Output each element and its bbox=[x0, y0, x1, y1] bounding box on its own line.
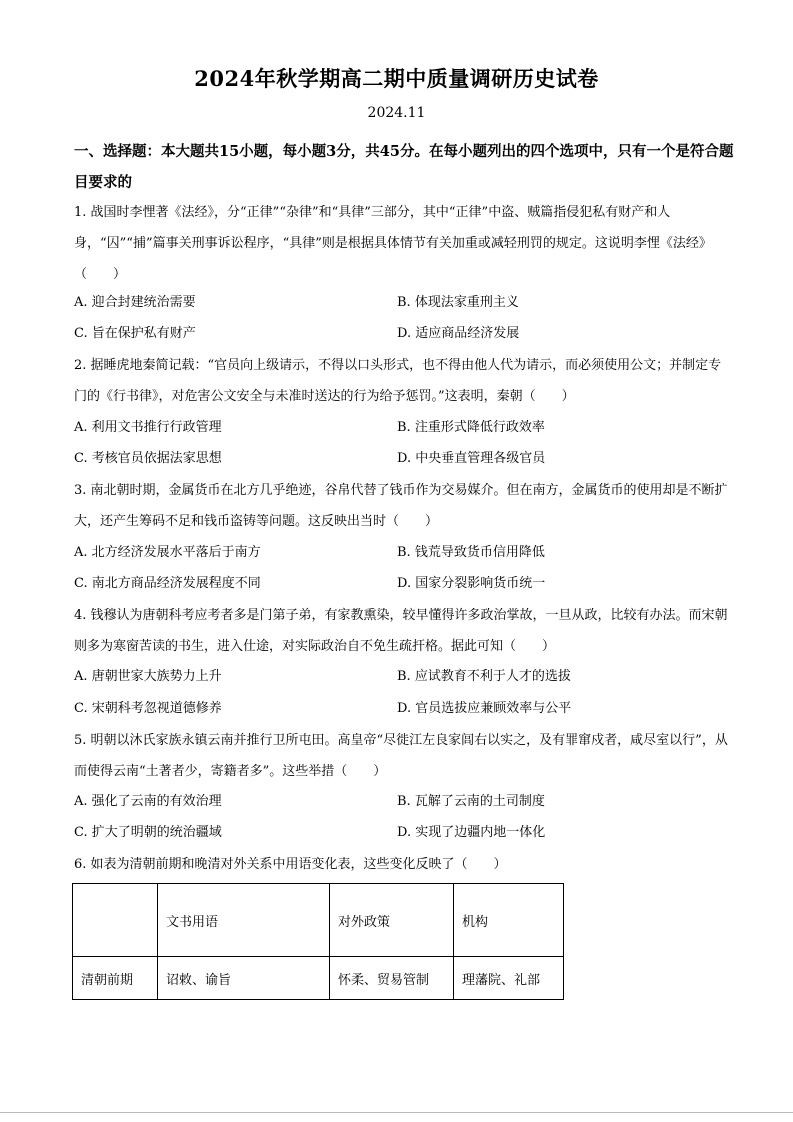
question-5-option-b: B. 瓦解了云南的土司制度 bbox=[397, 794, 545, 809]
question-4-option-d: D. 官员选拔应兼顾效率与公平 bbox=[397, 701, 572, 716]
question-2-stem: 2. 据睡虎地秦简记载：“官员向上级请示，不得以口头形式，也不得由他人代为请示，而必须使用公文；并制定专门的《行书律》，对危害公文安全与未准时送达的行为给予惩罚。”这表明，秦朝（ ） bbox=[74, 358, 722, 404]
table-cell: 理藩院、礼部 bbox=[454, 957, 564, 1000]
table-row bbox=[73, 957, 564, 1000]
question-4-stem: 4. 钱穆认为唐朝科考应考者多是门第子弟，有家教熏染，较早懂得许多政治掌故，一旦从政，比较有办法。而宋朝则多为寒窗苦读的书生，进入仕途，对实际政治自不免生疏扞格。据此可知（ ） bbox=[74, 608, 728, 654]
question-1-option-c: C. 旨在保护私有财产 bbox=[74, 326, 196, 341]
question-1-option-a: A. 迎合封建统治需要 bbox=[74, 295, 196, 310]
comparison-table bbox=[72, 883, 564, 1000]
page-bottom-rule bbox=[0, 1112, 793, 1113]
question-2-option-d: D. 中央垂直管理各级官员 bbox=[397, 451, 546, 466]
question-5-option-d: D. 实现了边疆内地一体化 bbox=[397, 825, 546, 840]
question-4-option-a: A. 唐朝世家大族势力上升 bbox=[74, 669, 222, 684]
table-cell: 诏敕、谕旨 bbox=[158, 957, 330, 1000]
table-cell: 怀柔、贸易管制 bbox=[330, 957, 454, 1000]
question-1-option-d: D. 适应商品经济发展 bbox=[397, 326, 520, 341]
question-1-stem: 1. 战国时李悝著《法经》，分“正律”“杂律”和“具律”三部分，其中“正律”中盗、贼篇指侵犯私有财产和人身，“囚”“捕”篇事关刑事诉讼程序，“具律”则是根据具体情节有关加重或减轻刑罚的规定。这说明李悝《法经》（ ） bbox=[74, 205, 712, 282]
table-header-cell: 对外政策 bbox=[330, 884, 454, 957]
question-2-option-a: A. 利用文书推行行政管理 bbox=[74, 420, 222, 435]
table-header-row bbox=[73, 884, 564, 957]
question-5-option-a: A. 强化了云南的有效治理 bbox=[74, 794, 222, 809]
question-3-option-c: C. 南北方商品经济发展程度不同 bbox=[74, 576, 261, 591]
question-2-option-c: C. 考核官员依据法家思想 bbox=[74, 451, 222, 466]
question-5-stem: 5. 明朝以沐氏家族永镇云南并推行卫所屯田。高皇帝“尽徙江左良家闾右以实之，及有罪窜戍者，咸尽室以行”，从而使得云南“土著者少，寄籍者多”。这些举措（ ） bbox=[74, 733, 728, 779]
question-3-stem: 3. 南北朝时期，金属货币在北方几乎绝迹，谷帛代替了钱币作为交易媒介。但在南方，金属货币的使用却是不断扩大，还产生筹码不足和钱币盗铸等问题。这反映出当时（ ） bbox=[74, 483, 728, 529]
exam-date: 2024.11 bbox=[367, 105, 426, 121]
question-3-option-b: B. 钱荒导致货币信用降低 bbox=[397, 545, 545, 560]
question-4-option-c: C. 宋朝科考忽视道德修养 bbox=[74, 701, 222, 716]
table-header-cell: 文书用语 bbox=[158, 884, 330, 957]
section-heading: 一、选择题：本大题共15小题，每小题3分，共45分。在每小题列出的四个选项中，只有一个是符合题目要求的 bbox=[74, 143, 734, 191]
question-3-option-a: A. 北方经济发展水平落后于南方 bbox=[74, 545, 261, 560]
table-cell: 清朝前期 bbox=[73, 957, 158, 1000]
page-title: 2024年秋学期高二期中质量调研历史试卷 bbox=[194, 66, 599, 91]
table-header-cell: 机构 bbox=[454, 884, 564, 957]
question-4-option-b: B. 应试教育不利于人才的选拔 bbox=[397, 669, 571, 684]
question-2-option-b: B. 注重形式降低行政效率 bbox=[397, 420, 545, 435]
question-1-option-b: B. 体现法家重刑主义 bbox=[397, 295, 519, 310]
question-5-option-c: C. 扩大了明朝的统治疆域 bbox=[74, 825, 222, 840]
question-6-stem: 6. 如表为清朝前期和晚清对外关系中用语变化表，这些变化反映了（ ） bbox=[74, 857, 507, 872]
question-3-option-d: D. 国家分裂影响货币统一 bbox=[397, 576, 546, 591]
table-header-cell bbox=[73, 884, 158, 957]
